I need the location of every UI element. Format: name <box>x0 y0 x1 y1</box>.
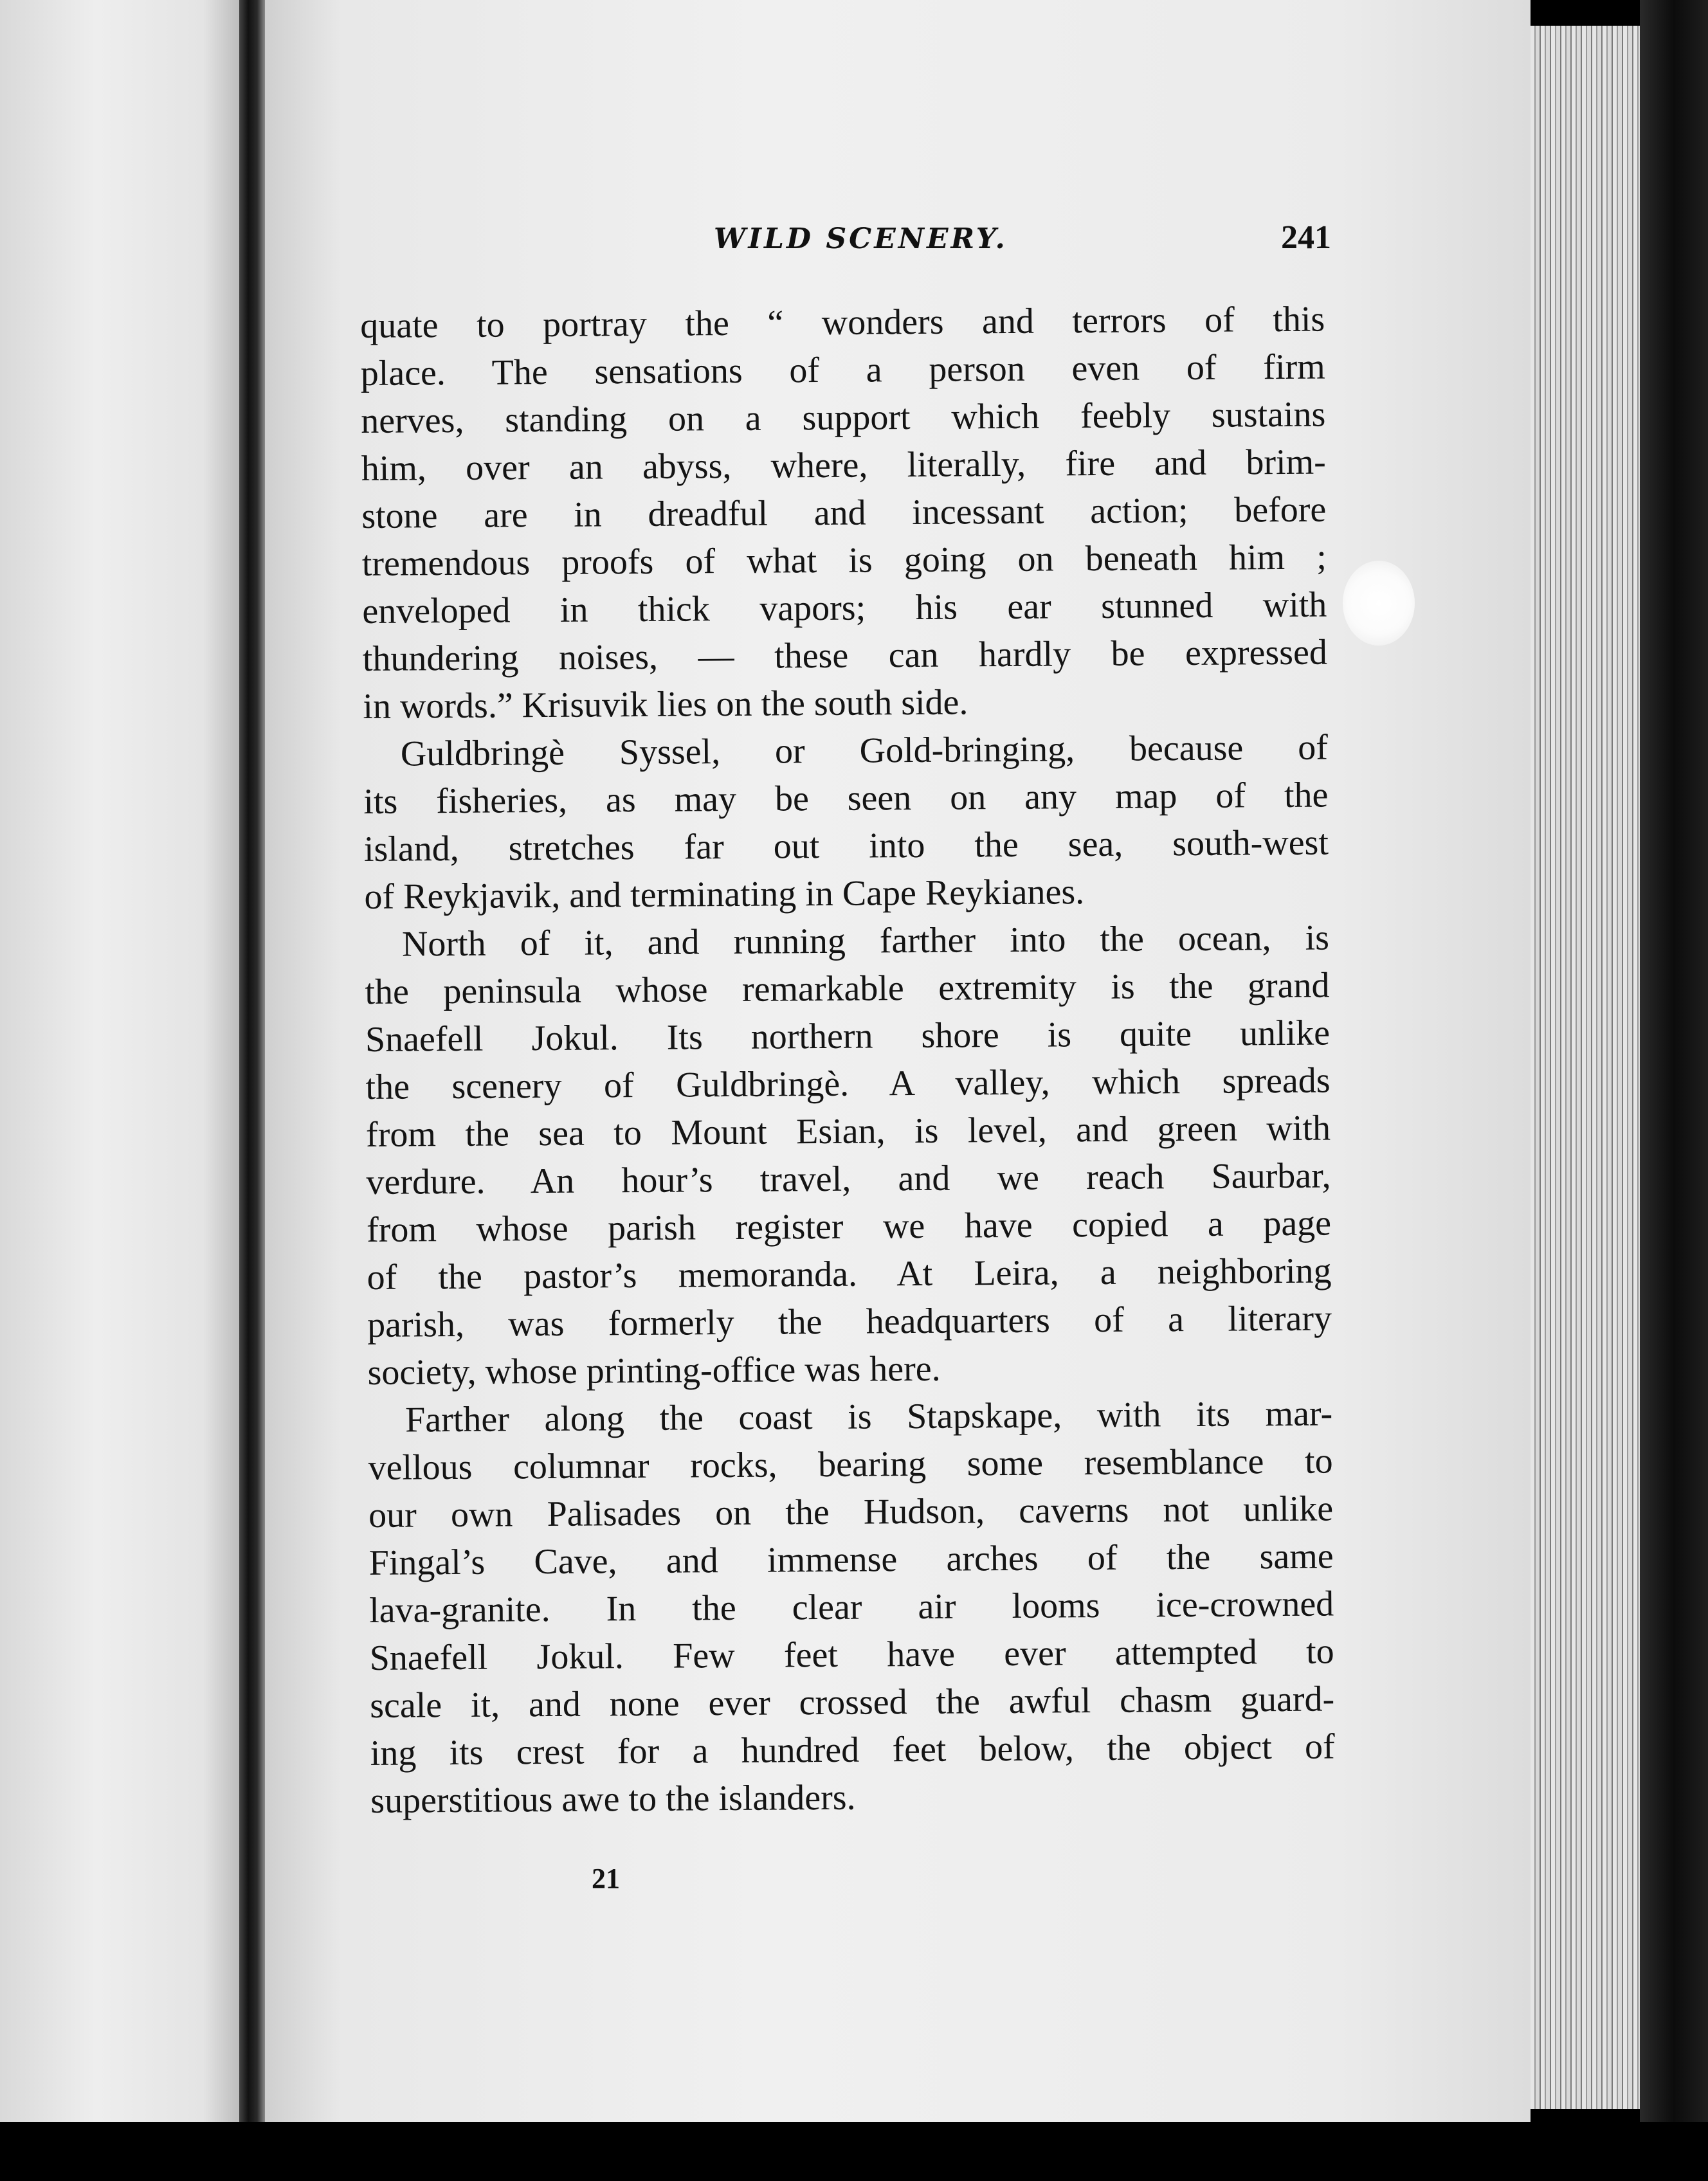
text-line: our own Palisades on the Hudson, caverns not unlike <box>368 1489 1334 1535</box>
running-header <box>714 219 1331 270</box>
body-text <box>360 296 1335 1825</box>
text-line: superstitious awe to the islanders. <box>370 1777 856 1821</box>
text-line: tremendous proofs of what is going on beneath him ; <box>361 537 1327 584</box>
text-line: place. The sensations of a person even of firm <box>360 347 1325 394</box>
text-line: Snaefell Jokul. Its northern shore is quite unlike <box>365 1013 1331 1060</box>
book-cover-edge <box>1640 0 1708 2122</box>
book-gutter <box>239 0 265 2122</box>
text-line: Snaefell Jokul. Few feet have ever attempted to <box>369 1631 1334 1678</box>
page-number: 241 <box>1281 219 1331 256</box>
text-line: the peninsula whose remarkable extremity is the grand <box>365 965 1330 1012</box>
text-line: from the sea to Mount Esian, is level, and green with <box>365 1108 1331 1155</box>
paper-stain <box>1343 561 1415 646</box>
text-line: thundering noises, — these can hardly be expressed <box>362 632 1328 679</box>
text-line: lava-granite. In the clear air looms ice-crowned <box>368 1584 1334 1631</box>
text-line: stone are in dreadful and incessant action; before <box>361 489 1327 536</box>
paragraph <box>360 296 1328 730</box>
text-line: vellous columnar rocks, bearing some resemblance to <box>368 1441 1333 1488</box>
running-title: WILD SCENERY. <box>714 222 1008 255</box>
text-line: quate to portray the “ wonders and terrors of this <box>360 299 1325 346</box>
text-line: of the pastor’s memoranda. At Leira, a neighboring <box>367 1251 1332 1298</box>
text-line: its fisheries, as may be seen on any map of the <box>363 775 1329 822</box>
text-line: the scenery of Guldbringè. A valley, which spreads <box>365 1060 1331 1107</box>
text-line: scale it, and none ever crossed the awful chasm guard- <box>370 1679 1335 1726</box>
paragraph <box>363 724 1329 921</box>
signature-mark: 21 <box>592 1863 620 1894</box>
page-edges <box>1531 26 1640 2109</box>
text-line: Fingal’s Cave, and immense arches of the same <box>368 1536 1334 1583</box>
text-line: society, whose printing-office was here. <box>367 1348 941 1393</box>
text-line: verdure. An hour’s travel, and we reach Saurbar, <box>366 1155 1331 1202</box>
text-line: Farther along the coast is Stapskape, with its mar- <box>404 1393 1333 1440</box>
text-line: nerves, standing on a support which feebly sustains <box>361 394 1326 441</box>
text-line: island, stretches far out into the sea, south-west <box>363 822 1329 869</box>
text-line: in words.” Krisuvik lies on the south side. <box>363 682 968 727</box>
facing-page <box>0 0 239 2122</box>
paragraph <box>365 914 1332 1397</box>
text-line: him, over an abyss, where, literally, fire and brim- <box>361 442 1326 489</box>
text-line: ing its crest for a hundred feet below, the object of <box>370 1726 1335 1773</box>
text-line: from whose parish register we have copied a page <box>366 1203 1332 1250</box>
text-line: of Reykjavik, and terminating in Cape Reykianes. <box>364 872 1085 917</box>
text-line: parish, was formerly the headquarters of a literary <box>367 1298 1332 1345</box>
text-line: enveloped in thick vapors; his ear stunned with <box>362 584 1327 631</box>
scan-bottom-border <box>0 2122 1708 2181</box>
paragraph <box>368 1389 1336 1824</box>
text-line: Guldbringè Syssel, or Gold-bringing, because of <box>400 727 1329 774</box>
text-line: North of it, and running farther into the ocean, is <box>401 918 1330 964</box>
